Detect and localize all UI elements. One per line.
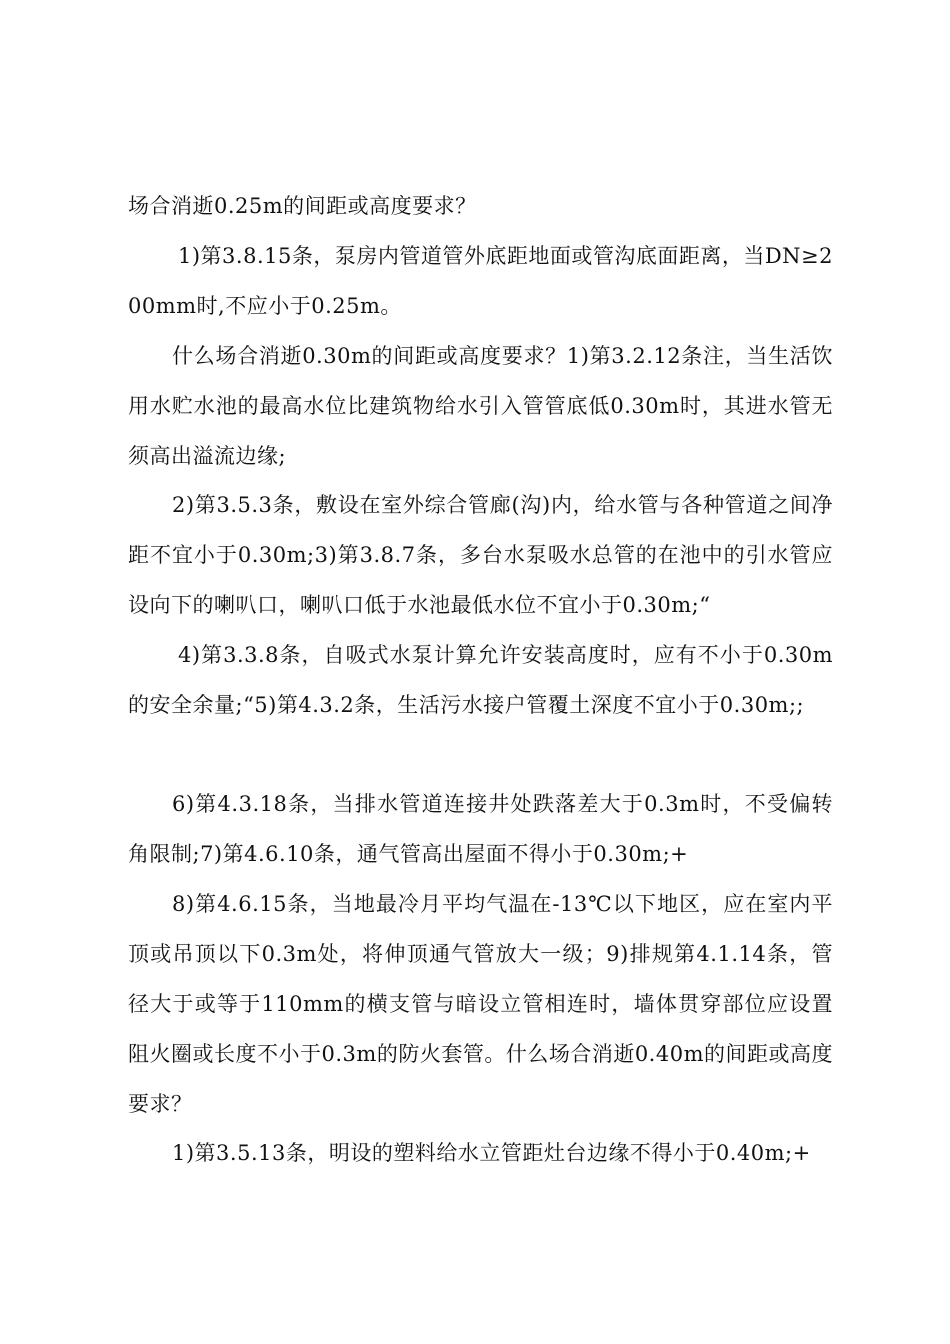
paragraph-6: 6)第4.3.18条，当排水管道连接井处跌落差大于0.3m时，不受偏转角限制;7)第4.6.10条，通气管高出屋面不得小于0.30m;+: [128, 792, 833, 866]
paragraph-3: 什么场合消逝0.30m的间距或高度要求？1)第3.2.12条注，当生活饮用水贮水池的最高水位比建筑物给水引入管管底低0.30m时，其进水管无须高出溢流边缘;: [128, 344, 833, 468]
paragraph-8: 1)第3.5.13条，明设的塑料给水立管距灶台边缘不得小于0.40m;+: [172, 1141, 811, 1165]
paragraph-4: 2)第3.5.3条，敷设在室外综合管廊(沟)内，给水管与各种管道之间净距不宜小于0.30m;3)第3.8.7条，多台水泵吸水总管的在池中的引水管应设向下的喇叭口，喇叭口低于水池最低水位不宜小于0.30m;“: [128, 493, 833, 617]
paragraph-5: 4)第3.3.8条，自吸式水泵计算允许安装高度时，应有不小于0.30m的安全余量;“5)第4.3.2条，生活污水接户管覆土深度不宜小于0.30m;;: [128, 643, 833, 717]
paragraph-2: 1)第3.8.15条，泵房内管道管外底距地面或管沟底面距离，当DN≥200mm时,不应小于0.25m。: [128, 244, 834, 318]
paragraph-1: 场合消逝0.25m的间距或高度要求？: [128, 194, 477, 218]
paragraph-7: 8)第4.6.15条，当地最冷月平均气温在-13℃以下地区，应在室内平顶或吊顶以下0.3m处，将伸顶通气管放大一级；9)排规第4.1.14条，管径大于或等于110mm的横支管与暗设立管相连时，墙体贯穿部位应设置阻火圈或长度不小于0.3m的防火套管。什么场合消逝0.40m的间距或高度要求？: [128, 892, 833, 1116]
